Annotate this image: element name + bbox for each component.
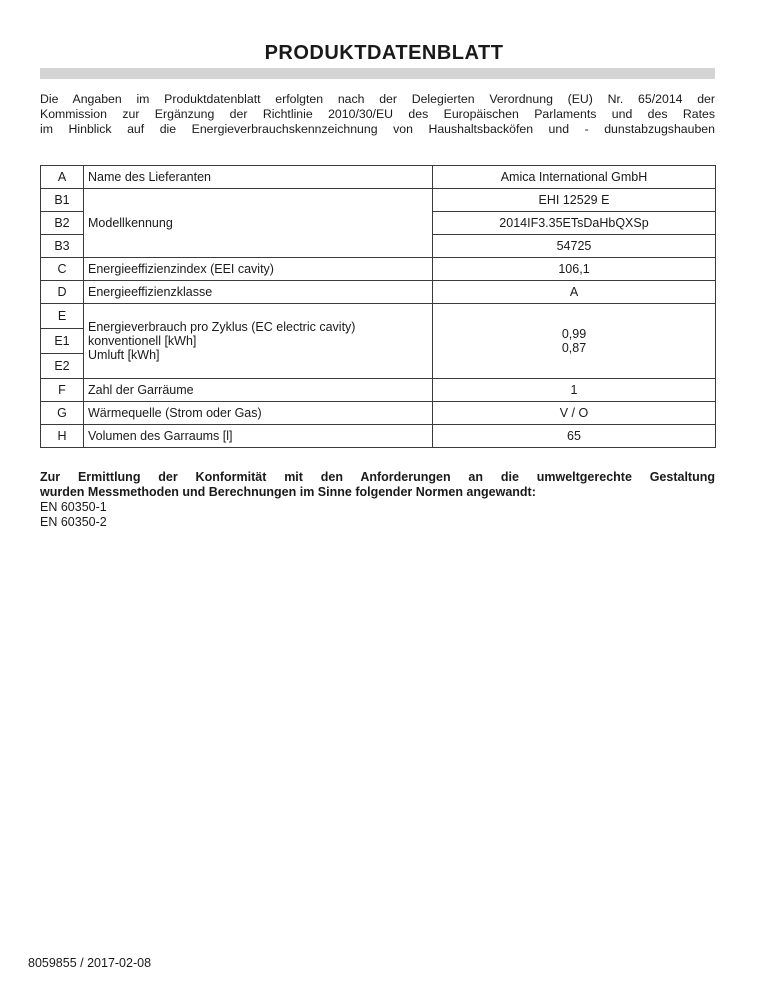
row-label: Modellkennung: [84, 189, 433, 258]
norms-heading-line: wurden Messmethoden und Berechnungen im Sinne folgender Normen angewandt:: [40, 485, 536, 499]
table-row: [41, 166, 716, 189]
table-row: [41, 281, 716, 304]
row-value: Amica International GmbH: [433, 166, 716, 189]
row-value: EHI 12529 E: [433, 189, 716, 212]
row-label: Volumen des Garraums [l]: [84, 425, 433, 448]
row-value: A: [433, 281, 716, 304]
row-value: 2014IF3.35ETsDaHbQXSp: [433, 212, 716, 235]
document-id-footer: 8059855 / 2017-02-08: [28, 956, 152, 970]
row-code: B2: [41, 212, 84, 235]
intro-paragraph: [40, 92, 715, 137]
row-label: [84, 304, 433, 379]
table-row: [41, 379, 716, 402]
row-code: E1: [41, 329, 84, 354]
row-value: [433, 304, 716, 379]
intro-line: im Hinblick auf die Energieverbrauchskennzeichnung von Haushaltsbacköfen und - dunstabzugshauben: [40, 122, 715, 136]
table-row: [41, 304, 716, 329]
norms-heading-line: Zur Ermittlung der Konformität mit den Anforderungen an die umweltgerechte Gestaltung: [40, 470, 715, 484]
row-code: C: [41, 258, 84, 281]
table-row: [41, 189, 716, 212]
row-label-line: Energieverbrauch pro Zyklus (EC electric cavity): [88, 320, 356, 334]
row-label: Energieeffizienzindex (EEI cavity): [84, 258, 433, 281]
row-code: D: [41, 281, 84, 304]
title-divider: [40, 68, 715, 79]
product-data-table: [40, 165, 716, 448]
row-code: G: [41, 402, 84, 425]
row-code: B1: [41, 189, 84, 212]
row-value: 106,1: [433, 258, 716, 281]
table-row: [41, 425, 716, 448]
row-label: Name des Lieferanten: [84, 166, 433, 189]
row-code: E2: [41, 354, 84, 379]
table-row: [41, 258, 716, 281]
row-value: 1: [433, 379, 716, 402]
row-code: E: [41, 304, 84, 329]
row-value-line: 0,99: [561, 327, 587, 341]
row-value: 65: [433, 425, 716, 448]
row-label: Wärmequelle (Strom oder Gas): [84, 402, 433, 425]
row-code: A: [41, 166, 84, 189]
row-code: F: [41, 379, 84, 402]
row-value: V / O: [433, 402, 716, 425]
norms-heading: [40, 470, 715, 500]
row-label: Zahl der Garräume: [84, 379, 433, 402]
norm-item: EN 60350-1: [40, 500, 107, 514]
intro-line: Kommission zur Ergänzung der Richtlinie 2010/30/EU des Europäischen Parlaments und des Rates: [40, 107, 715, 121]
row-label: Energieeffizienzklasse: [84, 281, 433, 304]
norm-item: EN 60350-2: [40, 515, 107, 529]
table-row: [41, 402, 716, 425]
row-code: H: [41, 425, 84, 448]
row-label-line: konventionell [kWh]: [88, 334, 197, 348]
row-value: 54725: [433, 235, 716, 258]
norms-section: [40, 470, 715, 530]
intro-line: Die Angaben im Produktdatenblatt erfolgten nach der Delegierten Verordnung (EU) Nr. 65/2014 der: [40, 92, 715, 106]
row-label-line: Umluft [kWh]: [88, 348, 160, 362]
row-code: B3: [41, 235, 84, 258]
row-value-line: 0,87: [561, 341, 587, 355]
page-title: PRODUKTDATENBLATT: [264, 42, 504, 64]
